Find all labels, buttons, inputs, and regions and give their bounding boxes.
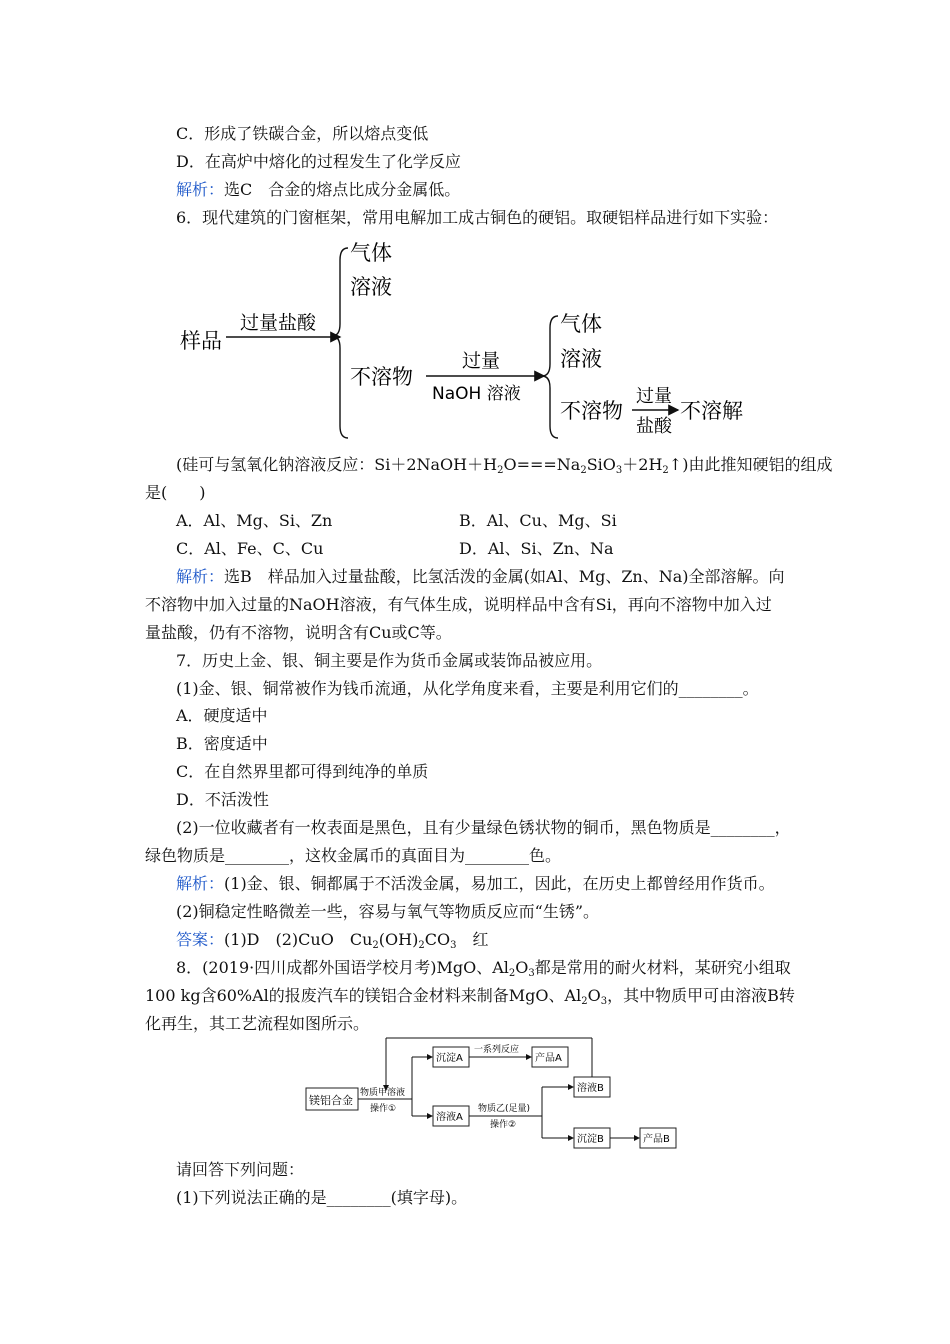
q7-option-d: D．不活泼性 [176,790,269,809]
q8-part: 8．(2019·四川成都外国语学校月考)MgO、Al [176,958,509,977]
diagram-reagent2-top: 过量 [462,350,501,372]
q6-analysis-line2: 不溶物中加入过量的NaOH溶液，有气体生成，说明样品中含有Si，再向不溶物中加入过 [145,595,772,614]
note-sub: 2 [662,465,669,476]
q8-line1 [176,958,791,984]
q8-part: 100 kg含60%Al的报废汽车的镁铝合金材料来制备MgO、Al [145,986,582,1005]
q8-line2 [145,986,795,1012]
q5-analysis [176,180,460,200]
q8-part: O [515,958,529,977]
note-part: O===Na [503,455,581,474]
q8-sub: 3 [528,968,535,979]
label-precipitate-b: 沉淀B [577,1134,604,1145]
q7-answer [176,930,488,956]
q8-part1: (1)下列说法正确的是________(填字母)。 [176,1188,468,1207]
answer-part: (OH) [378,930,419,949]
note-part: ↑)由此推知硬铝的组成 [668,455,833,474]
q7-option-a: A．硬度适中 [176,706,268,725]
analysis-label: 解析： [176,180,225,199]
analysis-text: (1)金、银、铜都属于不活泼金属，易加工，因此，在历史上都曾经用作货币。 [224,874,775,893]
q5-option-d: D．在高炉中熔化的过程发生了化学反应 [176,152,461,171]
q7-part2-line2: 绿色物质是________，这枚金属币的真面目为________色。 [145,846,562,865]
analysis-label: 解析： [176,567,225,586]
q6-option-b: B．Al、Cu、Mg、Si [459,511,617,530]
note-part: SiO [586,455,616,474]
answer-part: (1)D (2)CuO Cu [224,930,373,949]
note-part: ＋2H [622,455,663,474]
diagram-gas1: 气体 [350,241,392,265]
label-product-b: 产品B [643,1134,670,1145]
q8-part: 都是常用的耐火材料，某研究小组取 [534,958,791,977]
q6-note [176,455,832,481]
q7-analysis-line1 [176,874,775,894]
label-product-a: 产品A [535,1053,562,1064]
answer-sub: 2 [372,940,379,951]
diagram-result: 不溶解 [680,399,743,423]
q5-option-c: C．形成了铁碳合金，所以熔点变低 [176,124,429,143]
q6-experiment-diagram [170,232,770,444]
diagram-gas2: 气体 [560,312,602,336]
answer-part: 红 [456,930,489,949]
q6-stem: 6．现代建筑的门窗框架，常用电解加工成古铜色的硬铝。取硬铝样品进行如下实验： [176,208,779,227]
q7-part2-line1: (2)一位收藏者有一枚表面是黑色，且有少量绿色锈状物的铜币，黑色物质是________， [176,818,791,837]
diagram-sample: 样品 [180,329,222,353]
label-reagent-bottom: 操作① [370,1104,397,1114]
q7-stem: 7．历史上金、银、铜主要是作为货币金属或装饰品被应用。 [176,651,603,670]
q8-process-flowchart [300,1034,690,1154]
label-solution-b: 溶液B [577,1083,604,1094]
q8-sub: 2 [508,968,516,979]
analysis-text: 选B 样品加入过量盐酸，比氢活泼的金属(如Al、Mg、Zn、Na)全部溶解。向 [224,567,785,586]
q8-sub: 2 [581,996,588,1007]
label-reagent-top: 物质甲溶液 [360,1088,406,1098]
note-sub: 3 [615,465,623,476]
q8-part: ，其中物质甲可由溶液B转 [607,986,795,1005]
answer-label: 答案： [176,930,225,949]
q8-prompt: 请回答下列问题： [176,1160,305,1179]
label-series: 一系列反应 [474,1045,520,1055]
q7-option-c: C．在自然界里都可得到纯净的单质 [176,762,429,781]
diagram-solution1: 溶液 [350,275,392,299]
label-solution-a: 溶液A [436,1112,463,1123]
analysis-label: 解析： [176,874,225,893]
q8-part: O [587,986,601,1005]
diagram-solution2: 溶液 [560,347,602,371]
q7-part1: (1)金、银、铜常被作为钱币流通，从化学角度来看，主要是利用它们的________。 [176,679,759,698]
diagram-reagent1: 过量盐酸 [240,312,317,334]
answer-part: CO [424,930,451,949]
diagram-insoluble1: 不溶物 [350,365,413,389]
answer-sub: 3 [450,940,457,951]
brace-2 [542,316,558,438]
note-part: (硅可与氢氧化钠溶液反应：Si＋2NaOH＋H [176,455,498,474]
diagram-reagent3-top: 过量 [636,386,672,407]
label-precipitate-a: 沉淀A [436,1053,463,1064]
label-reagent2-bottom: 操作② [490,1120,517,1130]
q8-sub: 3 [600,996,608,1007]
diagram-reagent3-bottom: 盐酸 [636,416,672,437]
q6-option-d: D．Al、Si、Zn、Na [459,539,614,558]
q6-analysis-line1 [176,567,785,587]
brace-1 [332,248,348,438]
diagram-insoluble2: 不溶物 [560,399,623,423]
note-sub: 2 [497,465,504,476]
label-reagent2-top: 物质乙(足量) [478,1104,531,1114]
answer-sub: 2 [418,940,425,951]
q6-analysis-line3: 量盐酸，仍有不溶物，说明含有Cu或C等。 [145,623,452,642]
q8-line3: 化再生，其工艺流程如图所示。 [145,1014,370,1033]
q6-option-a: A．Al、Mg、Si、Zn [176,511,333,530]
label-alloy: 镁铝合金 [309,1094,353,1107]
analysis-text: 选C 合金的熔点比成分金属低。 [224,180,461,199]
q7-analysis-line2: (2)铜稳定性略微差一些，容易与氧气等物质反应而“生锈”。 [176,902,600,921]
note-sub: 2 [580,465,587,476]
q6-option-c: C．Al、Fe、C、Cu [176,539,324,558]
q6-stem-cont: 是( ) [145,483,206,502]
diagram-reagent2-bottom: NaOH 溶液 [432,384,521,404]
q7-option-b: B．密度适中 [176,734,268,753]
